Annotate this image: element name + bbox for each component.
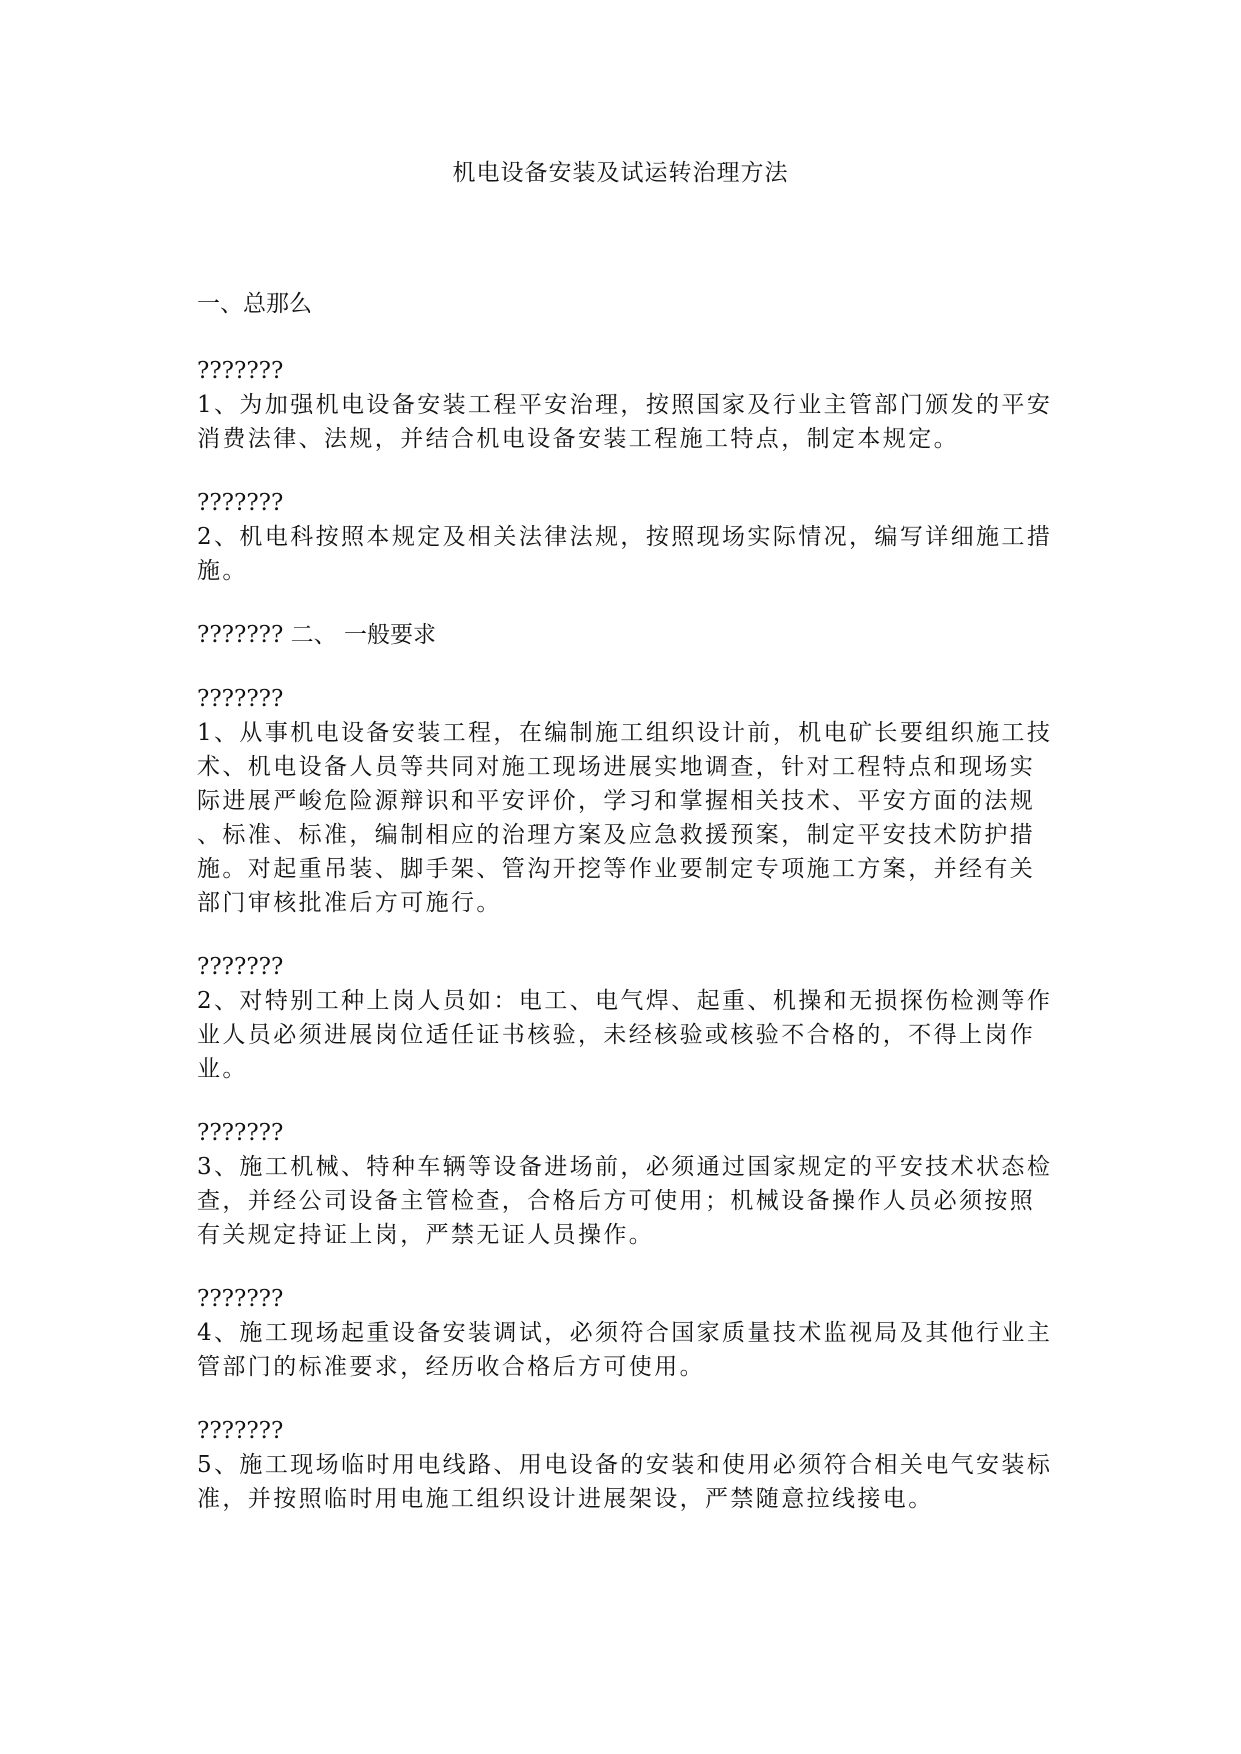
paragraph-line: 2、机电科按照本规定及相关法律法规，按照现场实际情况，编写详细施工措 (197, 524, 1053, 550)
paragraph-line: 1、从事机电设备安装工程，在编制施工组织设计前，机电矿长要组织施工技 (197, 720, 1053, 746)
paragraph-line: 4、施工现场起重设备安装调试，必须符合国家质量技术监视局及其他行业主 (197, 1320, 1053, 1346)
section-heading-general: 一、总那么 (197, 291, 312, 317)
placeholder-marks: ??????? (197, 1286, 284, 1312)
paragraph-line: 管部门的标准要求，经历收合格后方可使用。 (197, 1354, 705, 1380)
paragraph-line: 施。 (197, 558, 248, 584)
paragraph-gap (197, 1384, 1047, 1414)
paragraph-line: 消费法律、法规，并结合机电设备安装工程施工特点，制定本规定。 (197, 426, 959, 452)
paragraph-gap (197, 1086, 1047, 1116)
paragraph-line: 施。对起重吊装、脚手架、管沟开挖等作业要制定专项施工方案，并经有关 (197, 856, 1036, 882)
placeholder-marks: ??????? (197, 358, 284, 384)
paragraph-line: 3、施工机械、特种车辆等设备进场前，必须通过国家规定的平安技术状态检 (197, 1154, 1053, 1180)
paragraph-line: 业人员必须进展岗位适任证书核验，未经核验或核验不合格的，不得上岗作 (197, 1022, 1036, 1048)
placeholder-marks: ??????? (197, 954, 284, 980)
paragraph-gap (197, 920, 1047, 950)
section-heading-general-requirements: ??????? 二、 一般要求 (197, 622, 436, 648)
paragraph-gap (197, 321, 1047, 354)
paragraph-line: 际进展严峻危险源辩识和平安评价，学习和掌握相关技术、平安方面的法规 (197, 788, 1036, 814)
paragraph-line: 准，并按照临时用电施工组织设计进展架设，严禁随意拉线接电。 (197, 1486, 934, 1512)
paragraph-line: 5、施工现场临时用电线路、用电设备的安装和使用必须符合相关电气安装标 (197, 1452, 1053, 1478)
placeholder-marks: ??????? (197, 1418, 284, 1444)
paragraph-line: 术、机电设备人员等共同对施工现场进展实地调查，针对工程特点和现场实 (197, 754, 1036, 780)
paragraph-line: 有关规定持证上岗，严禁无证人员操作。 (197, 1222, 655, 1248)
paragraph-gap (197, 588, 1047, 618)
document-title: 机电设备安装及试运转治理方法 (452, 160, 789, 186)
paragraph-line: 部门审核批准后方可施行。 (197, 890, 502, 916)
paragraph-line: 业。 (197, 1056, 248, 1082)
paragraph-line: 1、为加强机电设备安装工程平安治理，按照国家及行业主管部门颁发的平安 (197, 392, 1053, 418)
paragraph-line: 查，并经公司设备主管检查，合格后方可使用；机械设备操作人员必须按照 (197, 1188, 1036, 1214)
placeholder-marks: ??????? (197, 490, 284, 516)
paragraph-gap (197, 456, 1047, 486)
placeholder-marks: ??????? (197, 686, 284, 712)
paragraph-line: 、标准、标准，编制相应的治理方案及应急救援预案，制定平安技术防护措 (197, 822, 1036, 848)
placeholder-marks: ??????? (197, 1120, 284, 1146)
paragraph-line: 2、对特别工种上岗人员如：电工、电气焊、起重、机操和无损探伤检测等作 (197, 988, 1053, 1014)
paragraph-gap (197, 652, 1047, 682)
paragraph-gap (197, 1252, 1047, 1282)
document-body (197, 287, 1053, 1516)
